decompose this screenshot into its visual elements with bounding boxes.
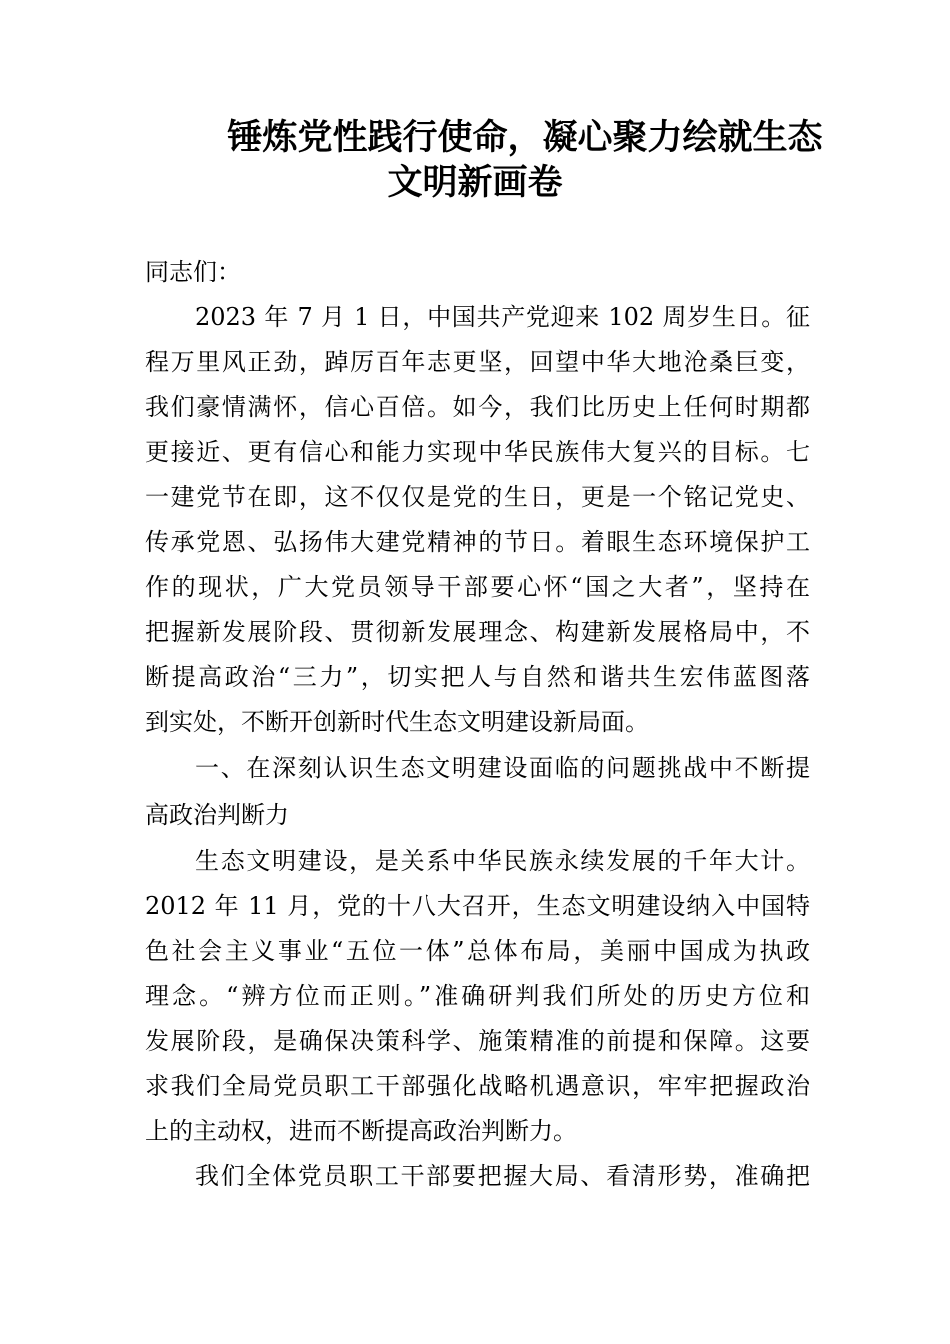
paragraph-line: 生态文明建设，是关系中华民族永续发展的千年大计。 — [195, 847, 810, 875]
paragraph-line: 我们豪情满怀，信心百倍。如今，我们比历史上任何时期都 — [145, 393, 810, 421]
paragraph-line: 把握新发展阶段、贯彻新发展理念、构建新发展格局中，不 — [145, 618, 810, 646]
document-title-line-2: 文明新画卷 — [387, 162, 563, 203]
paragraph-line: 断提高政治“三力”，切实把人与自然和谐共生宏伟蓝图落 — [145, 663, 810, 691]
paragraph-section-1 — [145, 839, 810, 1154]
paragraph-line: 2012 年 11 月，党的十八大召开，生态文明建设纳入中国特 — [145, 892, 810, 920]
section-heading-line: 一、在深刻认识生态文明建设面临的问题挑战中不断提 — [195, 754, 810, 782]
document-title-line-1: 锤炼党性践行使命，凝心聚力绘就生态 — [227, 117, 823, 158]
paragraph-line: 到实处，不断开创新时代生态文明建设新局面。 — [145, 708, 649, 736]
paragraph-line: 发展阶段，是确保决策科学、施策精准的前提和保障。这要 — [145, 1027, 810, 1055]
paragraph-line: 一建党节在即，这不仅仅是党的生日，更是一个铭记党史、 — [145, 483, 810, 511]
document-body — [145, 250, 810, 1199]
salutation: 同志们： — [145, 258, 241, 286]
paragraph-line: 传承党恩、弘扬伟大建党精神的节日。着眼生态环境保护工 — [145, 528, 810, 556]
paragraph-continuation — [145, 1154, 810, 1199]
paragraph-line: 求我们全局党员职工干部强化战略机遇意识，牢牢把握政治 — [145, 1072, 810, 1100]
paragraph-line: 作的现状，广大党员领导干部要心怀“国之大者”，坚持在 — [145, 573, 810, 601]
paragraph-line: 程万里风正劲，踔厉百年志更坚，回望中华大地沧桑巨变， — [145, 348, 810, 376]
section-heading-1 — [145, 745, 810, 839]
paragraph-line: 2023 年 7 月 1 日，中国共产党迎来 102 周岁生日。征 — [195, 303, 810, 331]
section-heading-line: 高政治判断力 — [145, 801, 289, 829]
paragraph-line: 我们全体党员职工干部要把握大局、看清形势，准确把 — [195, 1162, 810, 1190]
paragraph-line: 色社会主义事业“五位一体”总体布局，美丽中国成为执政 — [145, 937, 810, 965]
paragraph-line: 理念。“辨方位而正则。”准确研判我们所处的历史方位和 — [145, 982, 810, 1010]
paragraph-line: 更接近、更有信心和能力实现中华民族伟大复兴的目标。七 — [145, 438, 810, 466]
paragraph-line: 上的主动权，进而不断提高政治判断力。 — [145, 1117, 577, 1145]
paragraph-intro — [145, 295, 810, 745]
